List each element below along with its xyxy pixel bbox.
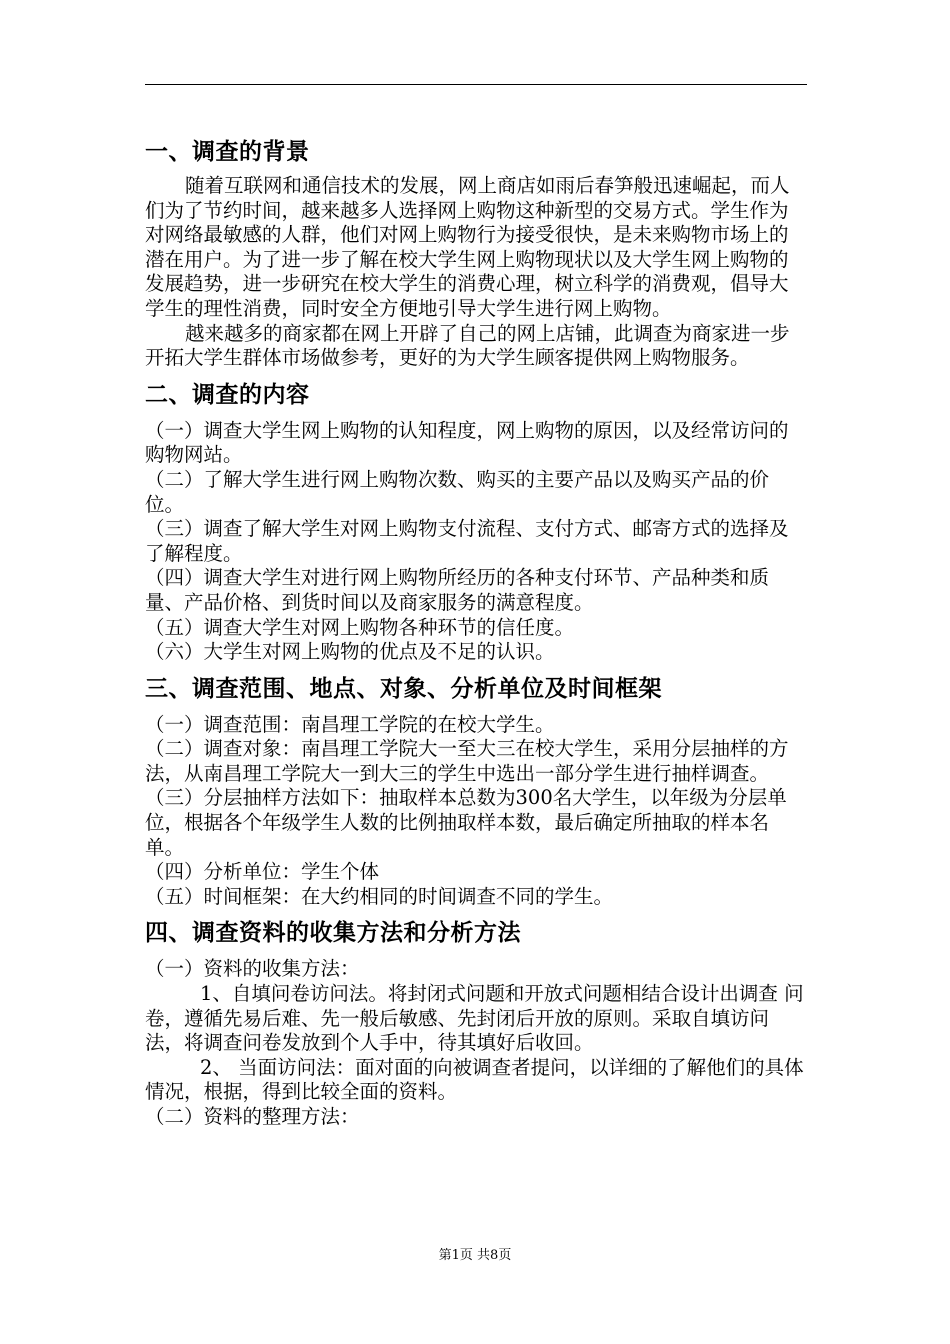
content-item: （三）调查了解大学生对网上购物支付流程、支付方式、邮寄方式的选择及了解程度。 bbox=[145, 517, 789, 565]
scope-item: （五）时间框架：在大约相同的时间调查不同的学生。 bbox=[145, 884, 614, 908]
content-item: （六）大学生对网上购物的优点及不足的认识。 bbox=[145, 640, 555, 664]
section-heading-scope: 三、调查范围、地点、对象、分析单位及时间框架 bbox=[145, 675, 662, 702]
scope-item: （四）分析单位：学生个体 bbox=[145, 860, 380, 884]
scope-item: （二）调查对象：南昌理工学院大一至大三在校大学生，采用分层抽样的方法，从南昌理工学院大一到大三的学生中选出一部分学生进行抽样调查。 bbox=[145, 737, 789, 785]
content-item: （四）调查大学生对进行网上购物所经历的各种支付环节、产品种类和质量、产品价格、到货时间以及商家服务的满意程度。 bbox=[145, 566, 770, 614]
methods-subheading-processing: （二）资料的整理方法： bbox=[145, 1105, 360, 1128]
background-paragraph-2: 越来越多的商家都在网上开辟了自己的网上店铺，此调查为商家进一步开拓大学生群体市场做参考，更好的为大学生顾客提供网上购物服务。 bbox=[145, 321, 790, 370]
content-item: （一）调查大学生网上购物的认知程度，网上购物的原因，以及经常访问的购物网站。 bbox=[145, 418, 789, 467]
scope-item: （三）分层抽样方法如下：抽取样本总数为300名大学生，以年级为分层单位，根据各个年级学生人数的比例抽取样本数，最后确定所抽取的样本名单。 bbox=[145, 786, 787, 859]
document-body bbox=[145, 136, 807, 1130]
section-heading-background: 一、调查的背景 bbox=[145, 139, 310, 165]
header-rule bbox=[145, 84, 807, 85]
section-heading-methods: 四、调查资料的收集方法和分析方法 bbox=[145, 920, 521, 947]
scope-item: （一）调查范围：南昌理工学院的在校大学生。 bbox=[145, 712, 555, 736]
page-number-footer: 第1页 共8页 bbox=[438, 1248, 512, 1263]
method-paragraph-1: 1、自填问卷访问法。将封闭式问题和开放式问题相结合设计出调查 问卷，遵循先易后难、先一般后敏感、先封闭后开放的原则。采取自填访问法，将调查问卷发放到个人手中，待其填好后收回。 bbox=[145, 982, 804, 1055]
content-item: （二）了解大学生进行网上购物次数、购买的主要产品以及购买产品的价位。 bbox=[145, 467, 770, 516]
method-paragraph-2: 2、 当面访问法：面对面的向被调查者提问，以详细的了解他们的具体情况，根据，得到比较全面的资料。 bbox=[145, 1055, 804, 1104]
methods-subheading-collection: （一）资料的收集方法： bbox=[145, 957, 360, 981]
content-item: （五）调查大学生对网上购物各种环节的信任度。 bbox=[145, 615, 575, 639]
section-heading-content: 二、调查的内容 bbox=[145, 381, 310, 408]
background-paragraph-1: 随着互联网和通信技术的发展，网上商店如雨后春笋般迅速崛起，而人们为了节约时间，越来越多人选择网上购物这种新型的交易方式。学生作为对网络最敏感的人群，他们对网上购物行为接受很快，是未来购物市场上的潜在用户。为了进一步了解在校大学生网上购物现状以及大学生网上购物的发展趋势，进一步研究在校大学生的消费心理，树立科学的消费观，倡导大学生的理性消费，同时安全方便地引导大学生进行网上购物。 bbox=[145, 174, 790, 320]
